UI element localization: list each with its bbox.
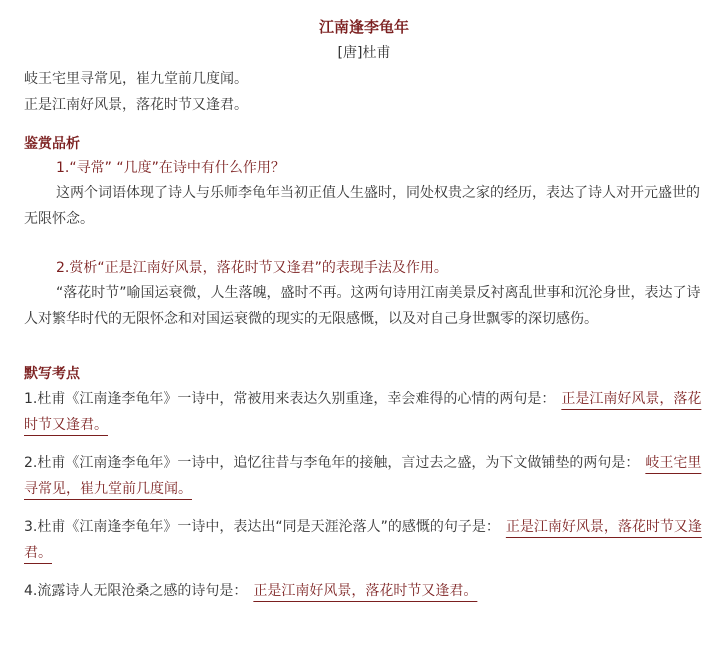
dictation-answer: 正是江南好风景，落花时节又逢君。 [253,583,478,599]
poem-line: 岐王宅里寻常见，崔九堂前几度闻。 [24,71,248,87]
dictation-answer: 正是江南好风景，落花时节又逢君。 [24,519,702,561]
question-2: 2.赏析“正是江南好风景，落花时节又逢君”的表现手法及作用。 [56,260,448,276]
dictation-item [24,386,704,438]
answer-1: 这两个词语体现了诗人与乐师李龟年当初正值人生盛时，同处权贵之家的经历，表达了诗人对开元盛世的无限怀念。 [24,185,700,227]
answer-2: “落花时节”喻国运衰微，人生落魄，盛时不再。这两句诗用江南美景反衬离乱世事和沉沦身世，表达了诗人对繁华时代的无限怀念和对国运衰微的现实的无限感慨，以及对自己身世飘零的深切感伤。 [24,285,701,327]
dictation-item [24,578,704,604]
dictation-prompt: 1.杜甫《江南逢李龟年》一诗中，常被用来表达久别重逢，幸会难得的心情的两句是： [24,391,556,407]
dictation-item [24,514,704,566]
poem-title: 江南逢李龟年 [318,18,409,36]
question-1: 1.“寻常” “几度”在诗中有什么作用？ [56,160,285,176]
dictation-answer: 正是江南好风景，落花时节又逢君。 [24,391,702,433]
poem-author: [唐]杜甫 [337,45,391,61]
dictation-item [24,450,704,502]
dictation-prompt: 3.杜甫《江南逢李龟年》一诗中，表达出“同是天涯沦落人”的感慨的句子是： [24,519,500,535]
article [24,0,704,604]
poem-line: 正是江南好风景，落花时节又逢君。 [24,97,248,113]
dictation-prompt: 4.流露诗人无限沧桑之感的诗句是： [24,583,248,599]
section-heading-appreciation: 鉴赏品析 [24,136,80,152]
dictation-answer: 岐王宅里寻常见，崔九堂前几度闻。 [24,455,702,497]
dictation-prompt: 2.杜甫《江南逢李龟年》一诗中，追忆往昔与李龟年的接触，言过去之盛，为下文做铺垫的两句是： [24,455,640,471]
section-heading-dictation: 默写考点 [24,366,80,382]
